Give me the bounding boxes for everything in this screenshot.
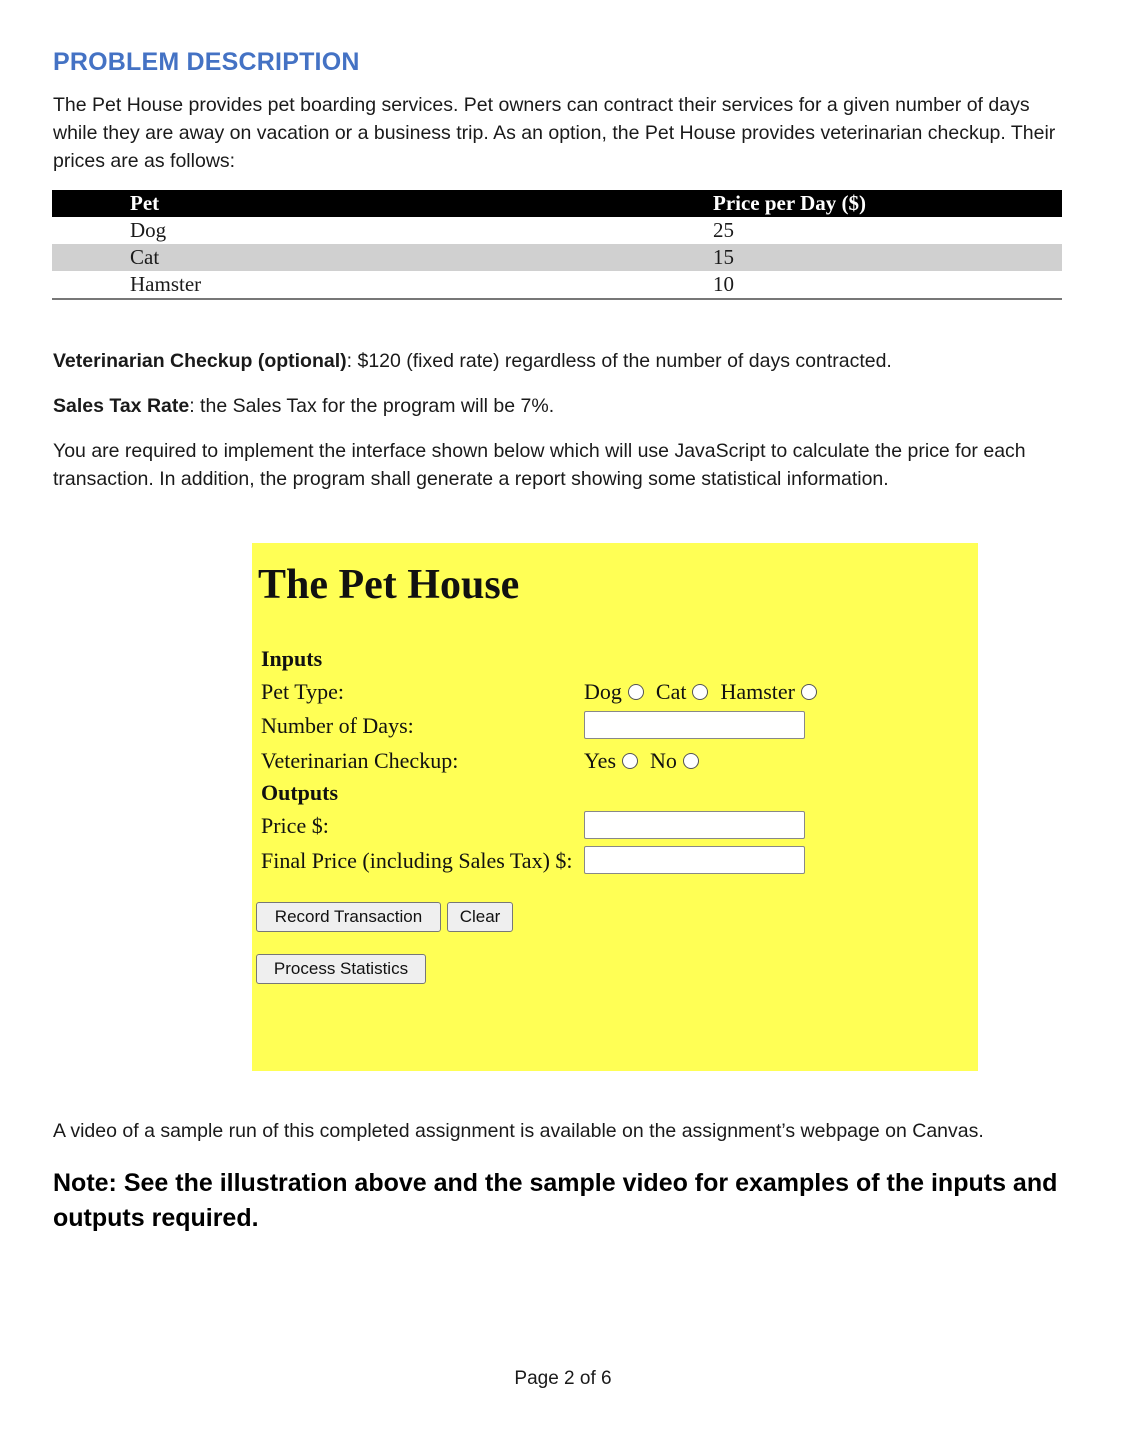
vet-option-label: No bbox=[650, 748, 677, 773]
radio-button[interactable] bbox=[692, 684, 708, 700]
pet-option-label: Cat bbox=[655, 679, 687, 704]
inputs-heading: Inputs bbox=[261, 646, 323, 671]
record-transaction-button[interactable]: Record Transaction bbox=[256, 902, 441, 932]
vet-checkup-radio-group bbox=[584, 748, 711, 774]
price-label: Price $: bbox=[261, 813, 329, 838]
pet-option-label: Dog bbox=[584, 679, 622, 704]
video-note: A video of a sample run of this completed assignment is available on the assignment’s webpage on Canvas. bbox=[53, 1120, 984, 1142]
pet-type-label: Pet Type: bbox=[261, 679, 344, 704]
outputs-heading: Outputs bbox=[261, 780, 339, 805]
header-pet: Pet bbox=[52, 190, 635, 217]
vet-checkup-paragraph bbox=[53, 347, 1063, 375]
table-row bbox=[52, 244, 1062, 271]
sales-tax-text: : the Sales Tax for the program will be 7%. bbox=[189, 395, 555, 417]
vet-option-label: Yes bbox=[584, 748, 617, 773]
process-statistics-button[interactable]: Process Statistics bbox=[256, 954, 426, 984]
pet-type-radio-group bbox=[584, 679, 829, 705]
price-cell: 10 bbox=[713, 272, 734, 296]
requirement-paragraph: You are required to implement the interface shown below which will use JavaScript to calculate the price for each transaction. In addition, the program shall generate a report showing some statistical information. bbox=[53, 440, 1026, 490]
vet-checkup-field-label: Veterinarian Checkup: bbox=[261, 748, 459, 773]
price-cell: 15 bbox=[635, 244, 1062, 271]
sales-tax-paragraph bbox=[53, 392, 1063, 420]
intro-paragraph: The Pet House provides pet boarding services. Pet owners can contract their services for a given number of days while they are away on vacation or a business trip. As an option, the Pet House provides veterinarian checkup. Their prices are as follows: bbox=[53, 94, 1056, 172]
price-cell: 25 bbox=[713, 218, 734, 242]
page-number: Page 2 of 6 bbox=[514, 1368, 612, 1389]
days-input[interactable] bbox=[584, 711, 805, 739]
form-title: The Pet House bbox=[258, 562, 520, 608]
header-price: Price per Day ($) bbox=[635, 190, 1062, 217]
sales-tax-label: Sales Tax Rate bbox=[53, 395, 190, 417]
price-output[interactable] bbox=[584, 811, 805, 839]
pet-house-form bbox=[252, 543, 978, 1071]
vet-checkup-text: : $120 (fixed rate) regardless of the number of days contracted. bbox=[346, 350, 892, 372]
pet-option-cat[interactable] bbox=[656, 679, 709, 705]
pet-option-hamster[interactable] bbox=[720, 679, 817, 705]
days-label: Number of Days: bbox=[261, 713, 414, 738]
table-row bbox=[52, 217, 1062, 244]
pet-cell: Dog bbox=[130, 218, 167, 242]
vet-option-no[interactable] bbox=[650, 748, 699, 774]
radio-button[interactable] bbox=[628, 684, 644, 700]
pet-option-dog[interactable] bbox=[584, 679, 644, 705]
price-table bbox=[52, 190, 1062, 300]
vet-option-yes[interactable] bbox=[584, 748, 638, 774]
clear-button[interactable]: Clear bbox=[447, 902, 513, 932]
price-table-header bbox=[52, 190, 1062, 217]
final-price-label: Final Price (including Sales Tax) $: bbox=[261, 848, 573, 873]
pet-cell: Hamster bbox=[130, 272, 202, 296]
vet-checkup-label: Veterinarian Checkup (optional) bbox=[53, 350, 347, 372]
table-row bbox=[52, 271, 1062, 299]
radio-button[interactable] bbox=[683, 753, 699, 769]
radio-button[interactable] bbox=[622, 753, 638, 769]
final-price-output[interactable] bbox=[584, 846, 805, 874]
pet-cell: Cat bbox=[52, 244, 635, 271]
note: Note: See the illustration above and the sample video for examples of the inputs and outputs required. bbox=[53, 1169, 1058, 1232]
radio-button[interactable] bbox=[801, 684, 817, 700]
pet-option-label: Hamster bbox=[720, 679, 795, 704]
section-heading: PROBLEM DESCRIPTION bbox=[53, 48, 360, 76]
